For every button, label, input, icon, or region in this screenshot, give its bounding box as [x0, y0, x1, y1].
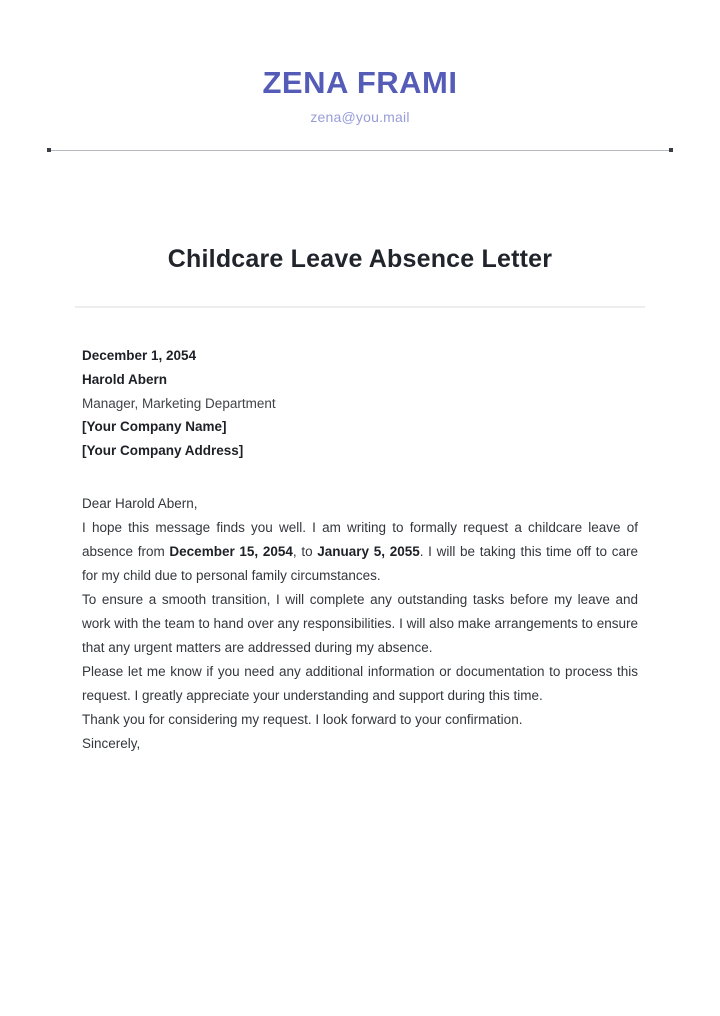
paragraph-transition: To ensure a smooth transition, I will complete any outstanding tasks before my leave and work with the team to hand over any responsibilities. I will also make arrangements to ensure that any urgent matters are addressed during my absence. — [82, 592, 638, 656]
p1-text-post: . I will be taking this time off to care for my child due to personal family circumstances. — [82, 544, 639, 584]
p1-text-mid: , to — [292, 544, 318, 560]
divider-left-dot — [47, 148, 51, 152]
paragraph-processing: Please let me know if you need any additional information or documentation to process this request. I greatly appreciate your understanding and support during this time. — [82, 664, 638, 704]
paragraph-thanks: Thank you for considering my request. I look forward to your confirmation. — [82, 712, 523, 728]
closing: Sincerely, — [82, 736, 141, 752]
p1-text-pre: I hope this message finds you well. I am writing to formally request a childcare leave of absence from — [82, 520, 638, 560]
leave-start-date: December 15, 2054 — [169, 544, 293, 560]
letterhead-divider — [50, 150, 670, 151]
recipient-name: Harold Abern — [82, 372, 168, 388]
recipient-block — [82, 368, 638, 462]
recipient-role: Manager, Marketing Department — [82, 395, 276, 411]
sender-email: zena@you.mail — [310, 109, 410, 126]
greeting: Dear Harold Abern, — [82, 496, 198, 512]
sender-name: ZENA FRAMI — [262, 65, 458, 100]
letter-body — [0, 245, 720, 756]
paragraph-leave-request — [82, 516, 638, 588]
letter-title: Childcare Leave Absence Letter — [167, 245, 553, 274]
letter-content — [0, 308, 720, 756]
recipient-company-name: [Your Company Name] — [82, 419, 227, 435]
letterhead — [0, 0, 720, 151]
leave-end-date: January 5, 2055 — [317, 544, 420, 560]
recipient-company-address: [Your Company Address] — [82, 442, 244, 458]
divider-right-dot — [669, 148, 673, 152]
letter-date: December 1, 2054 — [82, 348, 197, 364]
